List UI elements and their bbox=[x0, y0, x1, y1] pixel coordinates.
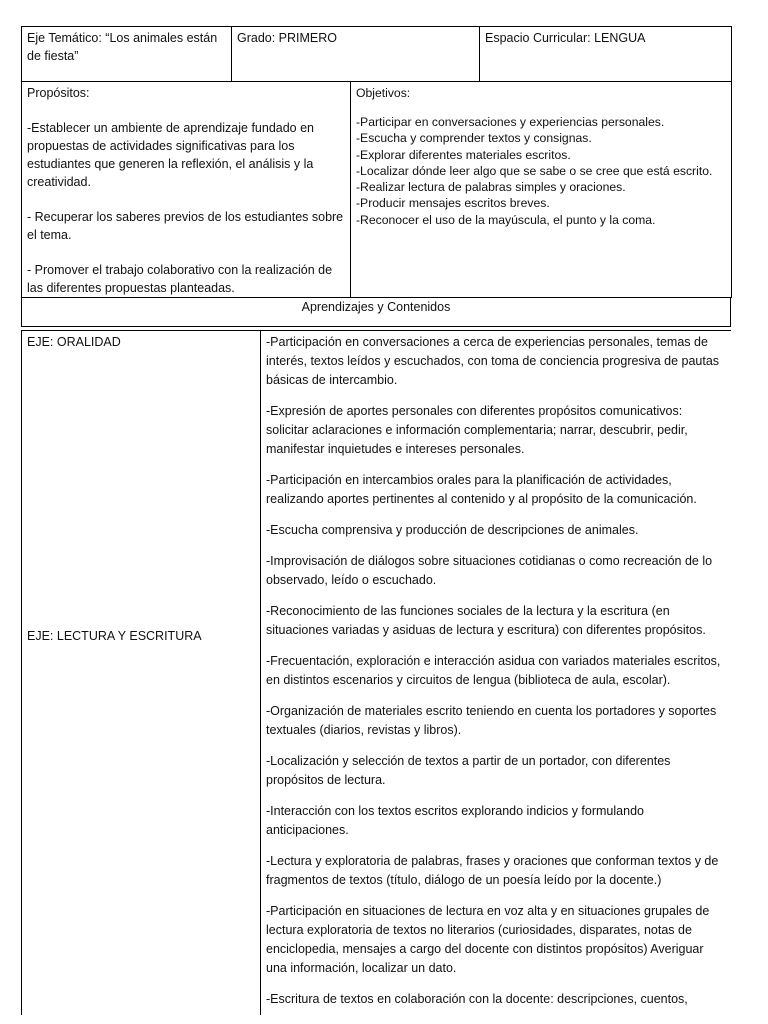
contenido-item: -Escritura de textos en colaboración con la docente: descripciones, cuentos, bbox=[266, 992, 688, 1006]
contenido-item: -Interacción con los textos escritos explorando indicios y formulando anticipaciones. bbox=[266, 804, 644, 837]
objetivo-item: -Producir mensajes escritos breves. bbox=[356, 196, 550, 211]
aprendizajes-title: Aprendizajes y Contenidos bbox=[301, 300, 451, 314]
contenido-item: -Organización de materiales escrito teniendo en cuenta los portadores y soportes textuales (diarios, revistas y libros). bbox=[266, 704, 717, 737]
objetivo-item: -Escucha y comprender textos y consignas. bbox=[356, 131, 592, 146]
contenido-item: -Localización y selección de textos a partir de un portador, con diferentes propósitos de lectura. bbox=[266, 754, 671, 787]
proposito-item: - Promover el trabajo colaborativo con la realización de las diferentes propuestas planteadas. bbox=[27, 263, 333, 295]
eje-oralidad: EJE: ORALIDAD bbox=[27, 335, 121, 349]
propositos-cell bbox=[22, 82, 351, 298]
lesson-plan-document bbox=[21, 26, 731, 1015]
contenidos-cell bbox=[261, 331, 732, 1016]
espacio-curricular-cell bbox=[480, 27, 732, 82]
grado: Grado: PRIMERO bbox=[237, 31, 338, 45]
proposito-item: -Establecer un ambiente de aprendizaje fundado en propuestas de actividades significativas para los estudiantes que generen la reflexión, el análisis y la creatividad. bbox=[27, 121, 315, 189]
aprendizajes-title-cell bbox=[22, 298, 731, 327]
contenido-item: -Improvisación de diálogos sobre situaciones cotidianas o como recreación de lo observado, leído o escuchado. bbox=[266, 554, 713, 587]
eje-tematico: Eje Temático: “Los animales están de fiesta” bbox=[27, 31, 218, 63]
contenido-item: -Escucha comprensiva y producción de descripciones de animales. bbox=[266, 523, 639, 537]
espacio-curricular: Espacio Curricular: LENGUA bbox=[485, 31, 646, 45]
grado-cell bbox=[232, 27, 480, 82]
eje-tematico-cell bbox=[22, 27, 232, 82]
contenidos-table bbox=[21, 330, 731, 1015]
propositos-title: Propósitos: bbox=[27, 86, 90, 100]
objetivo-item: -Reconocer el uso de la mayúscula, el punto y la coma. bbox=[356, 212, 656, 227]
contenidos-wrapper bbox=[21, 327, 731, 1015]
eje-lectura-escritura: EJE: LECTURA Y ESCRITURA bbox=[27, 629, 202, 643]
objetivos-title: Objetivos: bbox=[356, 86, 411, 100]
header-table bbox=[21, 26, 732, 82]
objetivo-item: -Realizar lectura de palabras simples y oraciones. bbox=[356, 180, 626, 195]
contenido-item: -Participación en situaciones de lectura en voz alta y en situaciones grupales de lectura exploratoria de textos no literarios (curiosidades, disparates, notas de enciclopedia, mensajes a cargo del docente con distintos propósitos) Averiguar una información, localizar un dato. bbox=[266, 904, 710, 975]
aprendizajes-header-table bbox=[21, 297, 731, 327]
contenido-item: -Lectura y exploratoria de palabras, frases y oraciones que conforman textos y de fragmentos de textos (título, diálogo de un poesía leído por la docente.) bbox=[266, 854, 719, 887]
propositos-objetivos-table bbox=[21, 81, 732, 298]
objetivo-item: -Localizar dónde leer algo que se sabe o se cree que está escrito. bbox=[356, 163, 713, 178]
proposito-item: - Recuperar los saberes previos de los estudiantes sobre el tema. bbox=[27, 210, 344, 242]
contenido-item: -Expresión de aportes personales con diferentes propósitos comunicativos: solicitar aclaraciones e información complementaria; narrar, descubrir, pedir, manifestar inquietudes e intereses personales. bbox=[266, 404, 688, 456]
contenido-item: -Participación en intercambios orales para la planificación de actividades, realizando aportes pertinentes al contenido y al propósito de la comunicación. bbox=[266, 473, 697, 506]
contenido-item: -Participación en conversaciones a cerca de experiencias personales, temas de interés, textos leídos y escuchados, con toma de conciencia progresiva de pautas básicas de intercambio. bbox=[266, 335, 720, 387]
objetivos-cell bbox=[351, 82, 732, 298]
contenido-item: -Reconocimiento de las funciones sociales de la lectura y la escritura (en situaciones variadas y asiduas de lectura y escritura) con diferentes propósitos. bbox=[266, 604, 706, 637]
objetivo-item: -Explorar diferentes materiales escritos. bbox=[356, 147, 571, 162]
ejes-cell bbox=[22, 331, 261, 1016]
objetivo-item: -Participar en conversaciones y experiencias personales. bbox=[356, 115, 665, 129]
contenido-item: -Frecuentación, exploración e interacción asidua con variados materiales escritos, en distintos escenarios y circuitos de lengua (biblioteca de aula, escolar). bbox=[266, 654, 721, 687]
